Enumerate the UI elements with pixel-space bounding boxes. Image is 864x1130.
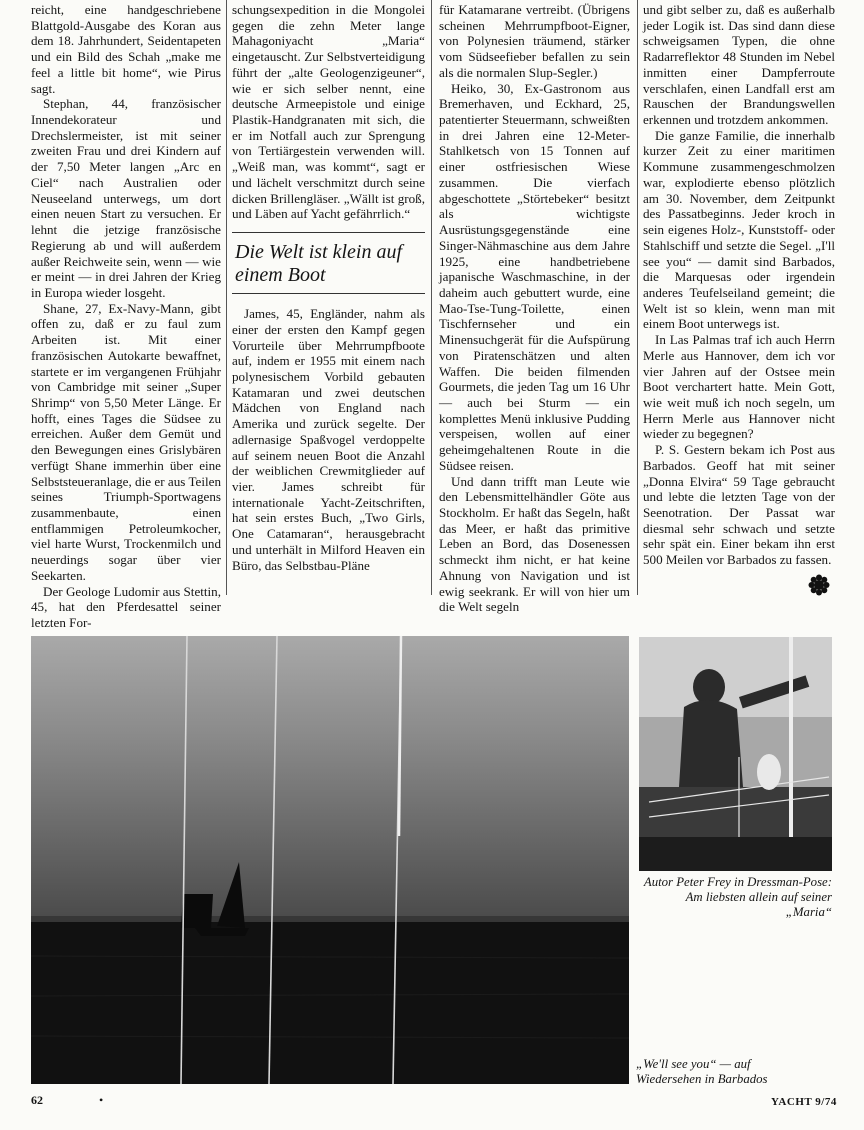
photo-sailboat-at-sea <box>31 636 629 1084</box>
article-column-2 <box>232 2 425 573</box>
paragraph: Shane, 27, Ex-Navy-Mann, gibt offen zu, daß er zu faul zum Arbeiten ist. Mit einer französischen Autokarte bewaffnet, startete er im vergangenen Frühjahr von Cambridge mit seiner „Super Shrimp“ von 5,50 Meter Länge. Er hofft, eines Tages die Südsee zu erreichen. Außer dem Gemüt und den Bewegungen eines Grislybären verfügt Shane immerhin über eine Selbststeueranlage, die er aus Teilen seines Triumph-Sportwagens zusammenbaute, einen entflammigen Petroleumkocher, viel harte Wurst, Trockenmilch und neuerdings sogar über vier Seekarten. <box>31 300 221 583</box>
subheadline: Die Welt ist klein auf einem Boot <box>232 232 425 294</box>
page-number: 62 <box>31 1093 43 1107</box>
paragraph: für Katamarane vertreibt. (Übrigens scheinen Mehrrumpfboot-Eigner, von Polynesien träumend, stärker vom Südseefieber befallen zu sein als die normalen Slup-Segler.) <box>439 2 630 80</box>
column-divider <box>637 0 638 595</box>
sea-scene-illustration <box>31 636 629 1084</box>
column-divider <box>431 0 432 595</box>
paragraph: James, 45, Engländer, nahm als einer der ersten den Kampf gegen Vorurteile über Mehrrumpfboote auf, indem er 1955 mit einem nach polynesischem Vorbild gebauten Katamaran und zwei deutschen Mädchen von England nach Amerika und zurück segelte. Der adlernasige Spaßvogel verdoppelte auf seinem neuen Boot die Anzahl der weiblichen Crewmitglieder auf vier. James schreibt für internationale Yacht-Zeitschriften, hat sein erstes Buch, „Two Girls, One Catamaran“, herausgebracht und unterhält in Milford Heaven ein Büro, das Selbstbau-Pläne <box>232 306 425 573</box>
article-column-4 <box>643 2 835 568</box>
article-column-3 <box>439 2 630 615</box>
column-divider <box>226 0 227 595</box>
photo-caption-author: Autor Peter Frey in Dressman-Pose: Am liebsten allein auf seiner „Maria“ <box>643 875 832 919</box>
footer-bullet: • <box>99 1093 104 1107</box>
paragraph: Und dann trifft man Leute wie den Lebensmittelhändler Göte aus Stockholm. Er haßt das Segeln, haßt das Meer, er haßt das primitive Leben an Bord, das Dosenessen schmeckt ihm nicht, er hat keine Ahnung von Navigation und ist ewig seekrank. Er will von hier um die Welt segeln <box>439 473 630 615</box>
paragraph: schungsexpedition in die Mongolei gegen die zehn Meter lange Mahagoniyacht „Maria“ eingetauscht. Zur Selbstverteidigung führt der „alte Geologenzigeuner“, wie er sich selber nennt, eine deutsche Armeepistole und einige Plastik-Handgranaten mit sich, die er im Notfall auch zur Sprengung von Tertiärgestein verwenden will. „Weiß man, was kommt“, sagt er und lächelt verschmitzt durch seine dicken Brillengläser. „Wällt ist groß, und Läben auf Yacht gefährrlich.“ <box>232 2 425 222</box>
paragraph: Heiko, 30, Ex-Gastronom aus Bremerhaven, und Eckhard, 25, patentierter Steuermann, schweißten in drei Jahren eine 12-Meter-Stahlketsch von 15 Tonnen auf einer ostfriesischen Wiese zusammen. Die vierfach abgeschottete „Störtebeker“ besitzt als wichtigste Ausrüstungsgegenstände eine Singer-Nähmaschine aus dem Jahre 1925, eine handbetriebene japanische Waschmaschine, in der daheim auch gebuttert wurde, eine Mao-Tse-Tung-Toilette, einen Tischfernseher und ein Minensuchgerät für die Aufspürung von Piratenschätzen und alten Waffen. Die beiden filmenden Gourmets, die jeden Tag um 16 Uhr — auch bei Sturm — ein komplettes Menü inklusive Pudding verspeisen, wollen auf einer geheimgehaltenen Route in die Südsee reisen. <box>439 80 630 473</box>
paragraph: Stephan, 44, französischer Innendekorateur und Drechslermeister, ist mit seiner zweiten Frau und drei Kindern auf der 7,50 Meter langen „Arc en Ciel“ nach Australien oder Neuseeland unterwegs, um dort einen neuen Start zu versuchen. Er lehnt die jetzige französische Regierung ab und will außerdem außer Reichweite sein, wenn — wie er meint — in drei Jahren der Krieg in Europa wieder losgeht. <box>31 96 221 300</box>
end-of-article-icon <box>808 574 830 596</box>
paragraph: In Las Palmas traf ich auch Herrn Merle aus Hannover, dem ich vor vier Jahren auf der Ostsee mein Boot verchartert hatte. Mein Gott, wie weit muß ich noch segeln, um Herrn Merle aus Hannover nicht wieder zu begegnen? <box>643 332 835 442</box>
paragraph: reicht, eine handgeschriebene Blattgold-Ausgabe des Koran aus dem 18. Jahrhundert, Seidentapeten und ein Bild des Schah „make me feel a little bit home“, wie Pirus sagt. <box>31 2 221 96</box>
photo-caption-main: „We'll see you“ — auf Wiedersehen in Barbados <box>636 1057 768 1086</box>
author-portrait-illustration <box>639 637 832 871</box>
paragraph: Die ganze Familie, die innerhalb kurzer Zeit zu einer maritimen Kommune zusammengeschmolzen war, explodierte ebenso plötzlich am 30. November, dem Zeitpunkt des Passatbeginns. Jeder kroch in sein eigenes Holz-, Kunststoff- oder Stahlschiff und setzte die Segel. „I'll see you“ — damit sind Barbados, die Marquesas oder irgendein anderes Teufelseiland gemeint; die Welt ist so klein, wenn man mit einem Boot unterwegs ist. <box>643 127 835 332</box>
paragraph: und gibt selber zu, daß es außerhalb jeder Logik ist. Das sind dann diese schweigsamen Typen, die ohne Radarreflektor 48 Stunden im Nebel inmitten einer Dampferroute verschlafen, einen Landfall erst am Rauschen der Brandungswellen erkennen und trotzdem ankommen. <box>643 2 835 128</box>
magazine-folio: YACHT 9/74 <box>771 1096 837 1108</box>
article-column-1 <box>31 2 221 631</box>
photo-author-on-deck <box>639 637 832 871</box>
paragraph: P. S. Gestern bekam ich Post aus Barbados. Geoff hat mit seiner „Donna Elvira“ 59 Tage gebraucht und lebte die letzten Tage von der Seenotration. Der Passat war diesmal sehr schwach und setzte sehr spät ein. Einer bekam ihn erst 500 Meilen vor Barbados zu fassen. <box>643 442 835 568</box>
paragraph: Der Geologe Ludomir aus Stettin, 45, hat den Pferdesattel seiner letzten For- <box>31 583 221 631</box>
